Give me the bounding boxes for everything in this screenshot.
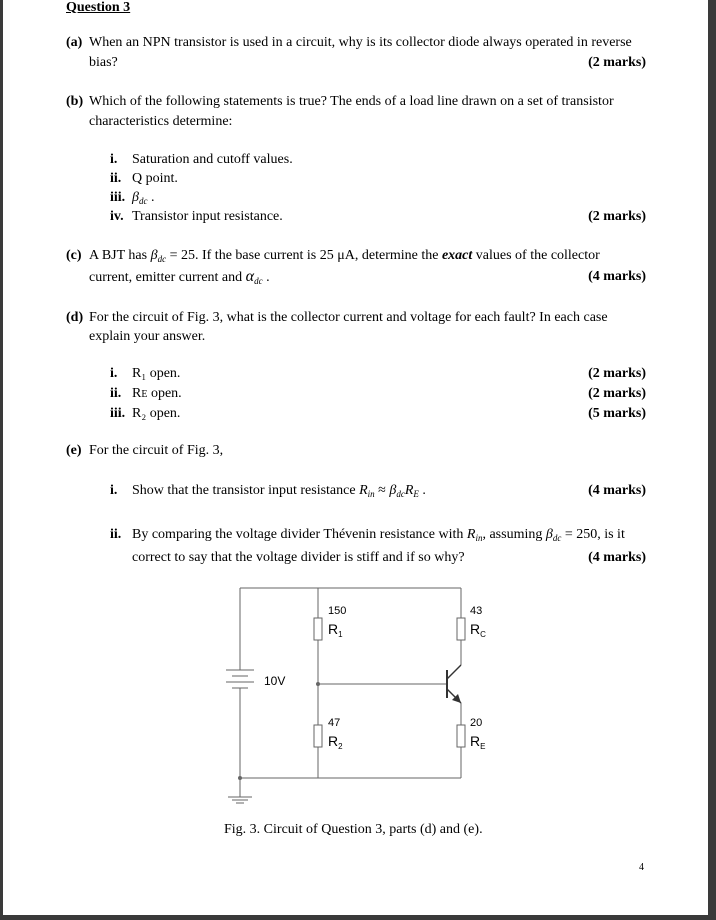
part-b-item-text: Q point. (132, 171, 178, 186)
part-a-line2: bias? (89, 55, 118, 70)
part-b-item-text: Saturation and cutoff values. (132, 152, 293, 167)
part-b-item-beta-dc: $\beta_{dc}$ . (132, 190, 155, 206)
part-e-i-marks: (4 marks) (588, 483, 646, 498)
resistor-r1 (314, 618, 322, 640)
r2-label: $R_2$ (328, 733, 343, 751)
dc-source-symbol (226, 670, 254, 688)
part-e-i-text: Show that the transistor input resistance $R_{in} \approx \beta_{dc}R_E$ . (132, 483, 426, 499)
part-b-item-num: ii. (110, 171, 122, 186)
part-d-item-text: R₁ open. (132, 366, 181, 381)
junction-dot (238, 776, 242, 780)
part-b-marks: (2 marks) (588, 209, 646, 224)
part-c-label: (c) (66, 248, 82, 263)
junction-dot (316, 682, 320, 686)
resistor-re (457, 725, 465, 747)
part-a-label: (a) (66, 35, 83, 50)
page-title: Question 3 (66, 0, 131, 15)
re-value: 20 (470, 717, 483, 729)
part-e-label: (e) (66, 443, 82, 458)
part-d-item-text: RE open. (132, 386, 182, 401)
rc-value: 43 (470, 605, 483, 617)
part-d-line2: explain your answer. (89, 329, 206, 344)
part-b-item-num: i. (110, 152, 118, 167)
part-e-ii-marks: (4 marks) (588, 550, 646, 565)
part-c-marks: (4 marks) (588, 269, 646, 284)
part-d-item-num: ii. (110, 386, 122, 401)
part-b-item-num: iii. (110, 190, 126, 205)
part-b-item-text: Transistor input resistance. (132, 209, 283, 224)
re-label: $R_E$ (470, 733, 486, 751)
resistor-rc (457, 618, 465, 640)
part-d-item-marks: (2 marks) (588, 386, 646, 401)
part-e-line1: For the circuit of Fig. 3, (89, 443, 224, 458)
resistor-r2 (314, 725, 322, 747)
figure-caption: Fig. 3. Circuit of Question 3, parts (d) and (e). (224, 822, 483, 837)
part-a-marks: (2 marks) (588, 55, 646, 70)
part-d-item-marks: (2 marks) (588, 366, 646, 381)
part-c-line2: current, emitter current and $\alpha_{dc}$ . (89, 268, 270, 286)
part-b-line2: characteristics determine: (89, 114, 233, 129)
r2-value: 47 (328, 717, 341, 729)
ground-icon (228, 797, 252, 803)
part-d-item-num: i. (110, 366, 118, 381)
part-e-ii-num: ii. (110, 527, 122, 542)
page-number: 4 (639, 862, 644, 873)
r1-value: 150 (328, 605, 347, 617)
source-label: 10V (264, 674, 286, 688)
part-e-ii-line1: By comparing the voltage divider Thévenin resistance with $R_{in}$, assuming $\beta_{dc} = 250$, is it (132, 527, 625, 543)
part-d-item-text: R₂ open. (132, 406, 181, 421)
rc-label: $R_C$ (470, 621, 486, 639)
r1-label: $R_1$ (328, 621, 343, 639)
part-b-line1: Which of the following statements is true? The ends of a load line drawn on a set of transistor (89, 94, 614, 109)
part-b-item-num: iv. (110, 209, 124, 224)
part-d-label: (d) (66, 310, 84, 325)
part-e-i-num: i. (110, 483, 118, 498)
part-c-line1: A BJT has $\beta_{dc} = 25$. If the base current is 25 μA, determine the exact values of the collector (89, 248, 600, 264)
part-a-line1: When an NPN transistor is used in a circuit, why is its collector diode always operated in reverse (89, 35, 632, 50)
part-e-ii-line2: correct to say that the voltage divider is stiff and if so why? (132, 550, 465, 565)
part-d-line1: For the circuit of Fig. 3, what is the collector current and voltage for each fault? In each case (89, 310, 608, 325)
part-b-label: (b) (66, 94, 84, 109)
part-d-item-num: iii. (110, 406, 126, 421)
part-d-item-marks: (5 marks) (588, 406, 646, 421)
